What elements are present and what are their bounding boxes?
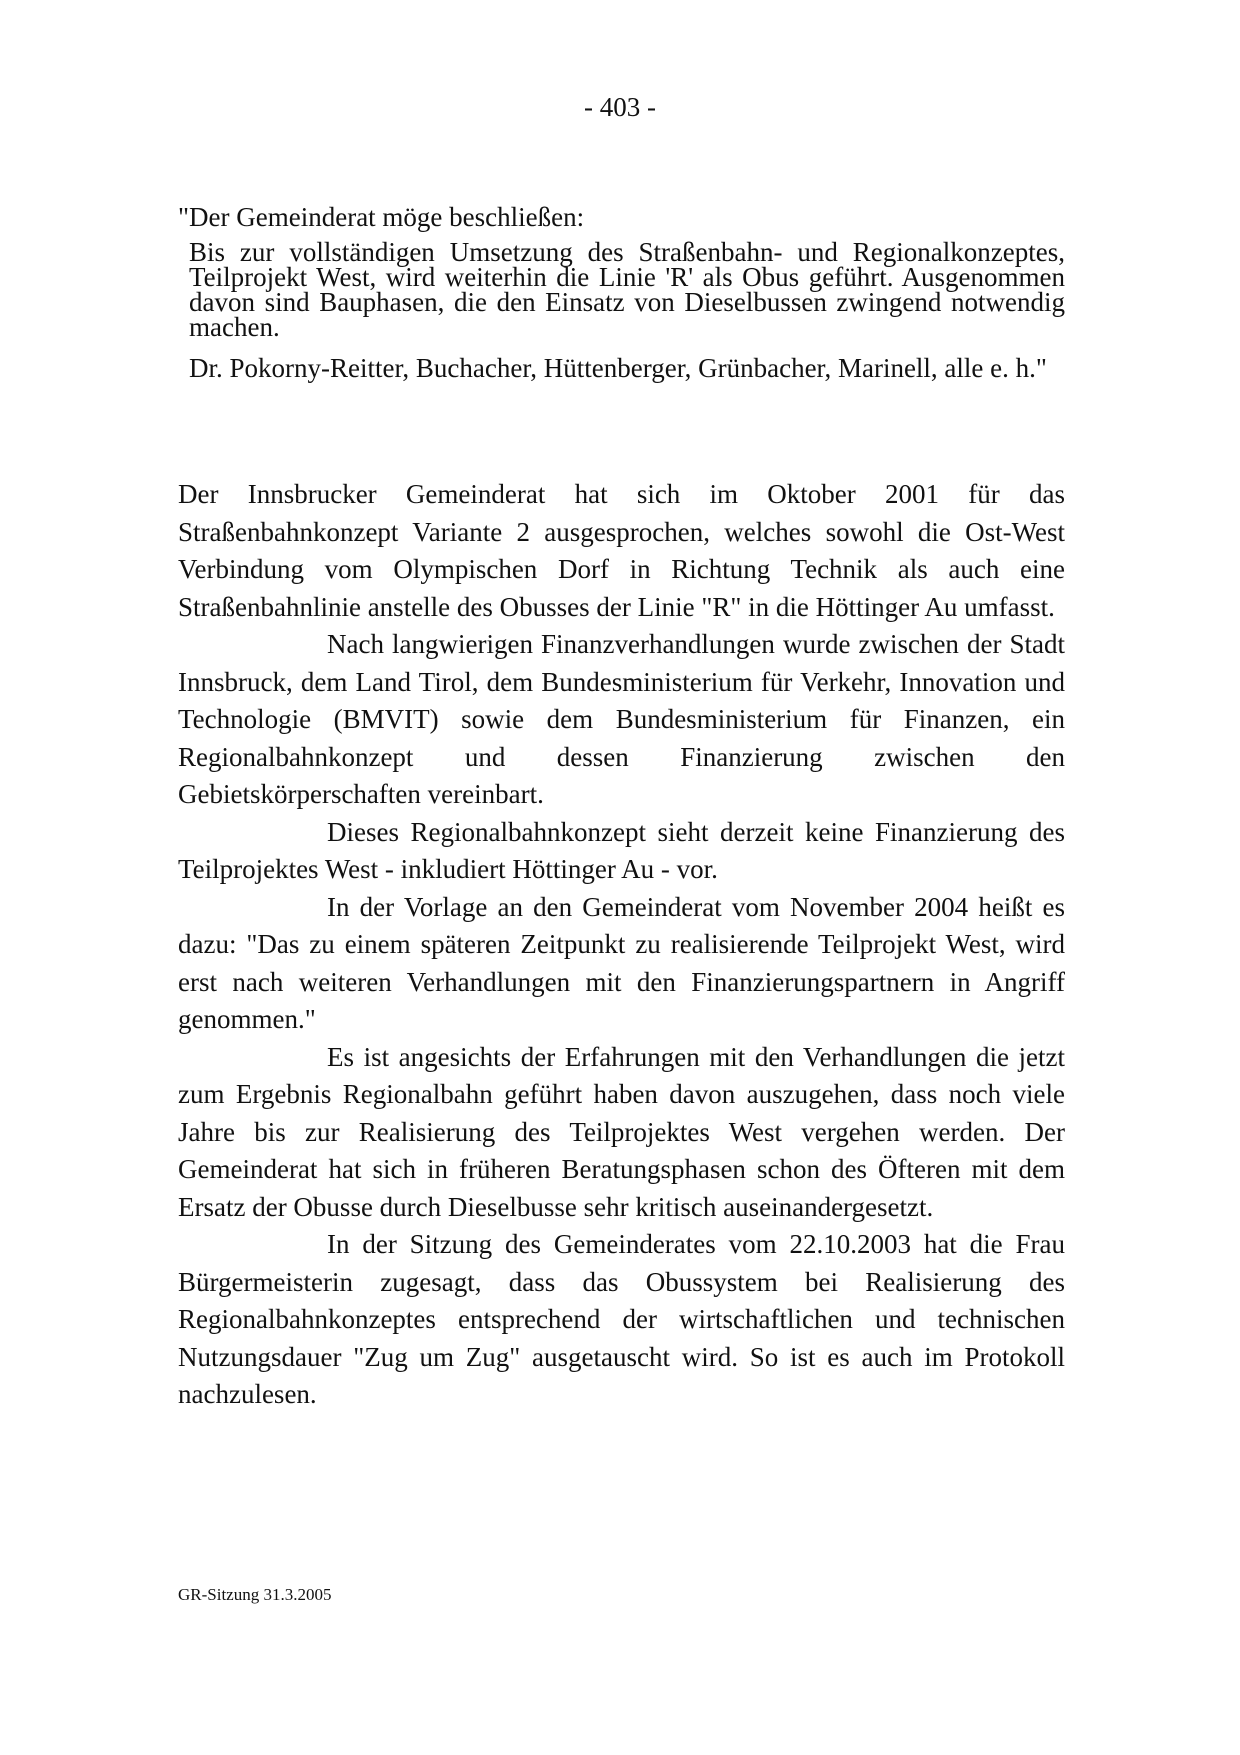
page-number: - 403 - (584, 92, 656, 122)
motion-text: Bis zur vollständigen Umsetzung des Straßenbahn- und Regionalkonzeptes, Teilprojekt West, wird weiterhin die Linie 'R' als Obus geführt. Ausgenommen davon sind Bauphasen, die den Einsatz von Dieselbussen zwingend notwendig machen. (189, 237, 1065, 342)
motion-signatories: Dr. Pokorny-Reitter, Buchacher, Hüttenberger, Grünbacher, Marinell, alle e. h." (189, 353, 1047, 383)
page-footer: GR-Sitzung 31.3.2005 (178, 1585, 332, 1604)
body-paragraph: Nach langwierigen Finanzverhandlungen wurde zwischen der Stadt Innsbruck, dem Land Tirol, dem Bundesministerium für Verkehr, Innovation und Technologie (BMVIT) sowie dem Bundesministerium für Finanzen, ein Regionalbahnkonzept und dessen Finanzierung zwischen den Gebietskörperschaften vereinbart. (178, 629, 1065, 809)
body-paragraph: Der Innsbrucker Gemeinderat hat sich im Oktober 2001 für das Straßenbahnkonzept Variante 2 ausgesprochen, welches sowohl die Ost-West Verbindung vom Olympischen Dorf in Richtung Technik als auch eine Straßenbahnlinie anstelle des Obusses der Linie "R" in die Höttinger Au umfasst. (178, 479, 1065, 622)
body-paragraph: In der Vorlage an den Gemeinderat vom November 2004 heißt es dazu: "Das zu einem späteren Zeitpunkt zu realisierende Teilprojekt West, wird erst nach weiteren Verhandlungen mit den Finanzierungspartnern in Angriff genommen." (178, 891, 1065, 1034)
body-paragraph: In der Sitzung des Gemeinderates vom 22.10.2003 hat die Frau Bürgermeisterin zugesagt, dass das Obussystem bei Realisierung des Regionalbahnkonzeptes entsprechend der wirtschaftlichen und technischen Nutzungsdauer "Zug um Zug" ausgetauscht wird. So ist es auch im Protokoll nachzulesen. (178, 1229, 1065, 1409)
body-paragraph: Es ist angesichts der Erfahrungen mit den Verhandlungen die jetzt zum Ergebnis Regionalbahn geführt haben davon auszugehen, dass noch viele Jahre bis zur Realisierung des Teilprojektes West vergehen werden. Der Gemeinderat hat sich in früheren Beratungsphasen schon des Öfteren mit dem Ersatz der Obusse durch Dieselbusse sehr kritisch auseinandergesetzt. (178, 1041, 1065, 1222)
body-text (178, 476, 1065, 1414)
motion-intro: "Der Gemeinderat möge beschließen: (178, 202, 585, 232)
motion-block (189, 237, 1065, 383)
body-paragraph: Dieses Regionalbahnkonzept sieht derzeit keine Finanzierung des Teilprojektes West - inkludiert Höttinger Au - vor. (178, 816, 1065, 884)
